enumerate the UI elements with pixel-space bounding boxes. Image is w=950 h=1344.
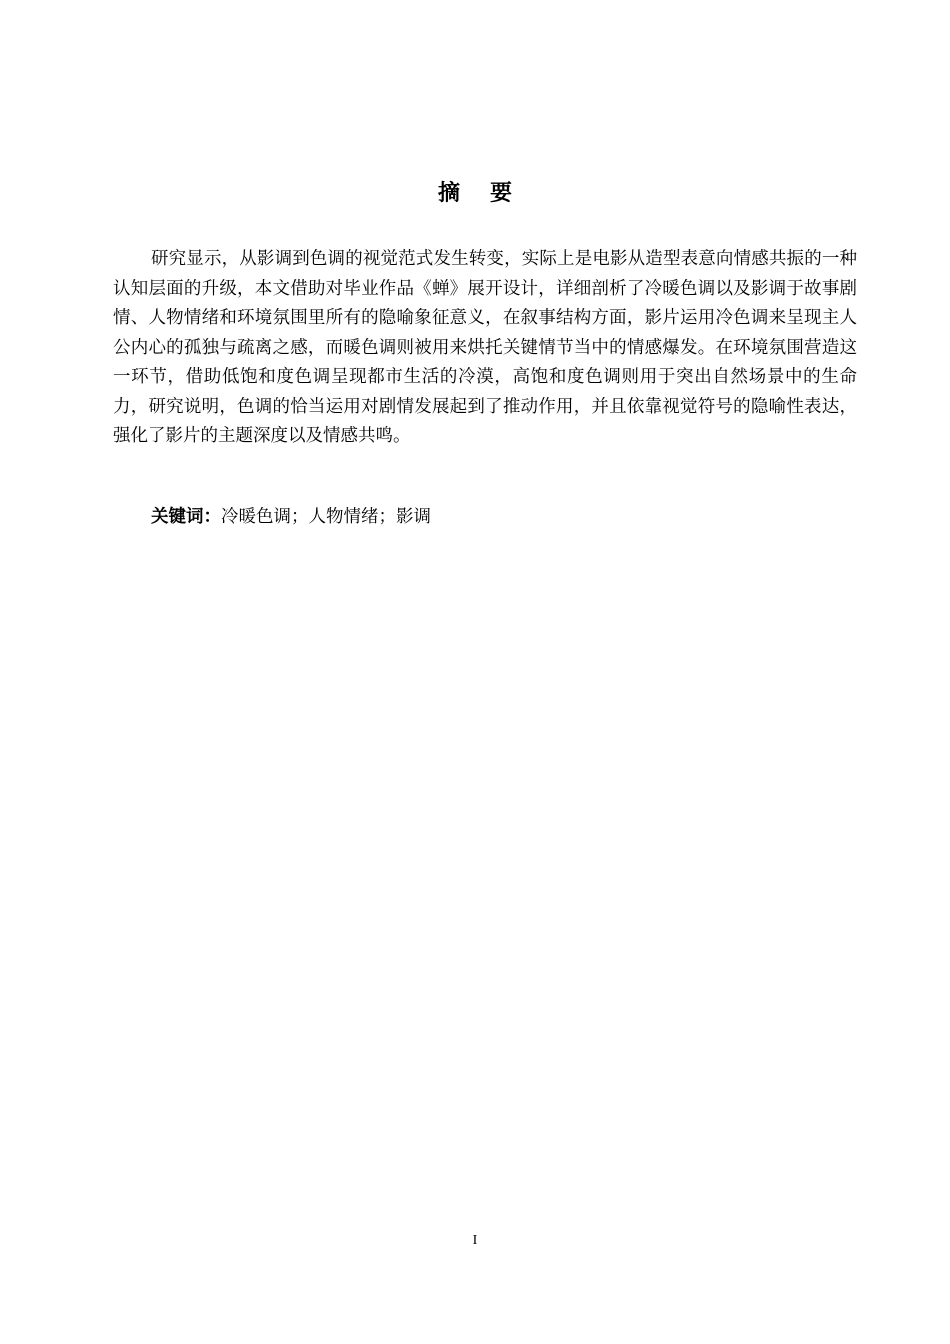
page-title: 摘要 (437, 181, 542, 206)
keywords-line (151, 503, 851, 533)
keywords-label: 关键词： (151, 507, 221, 527)
abstract-paragraph: 研究显示，从影调到色调的视觉范式发生转变，实际上是电影从造型表意向情感共振的一种认知层面的升级，本文借助对毕业作品《蝉》展开设计，详细剖析了冷暖色调以及影调于故事剧情、人物情绪和环境氛围里所有的隐喻象征意义，在叙事结构方面，影片运用冷色调来呈现主人公内心的孤独与疏离之感，而暖色调则被用来烘托关键情节当中的情感爆发。在环境氛围营造这一环节，借助低饱和度色调呈现都市生活的冷漠，高饱和度色调则用于突出自然场景中的生命力，研究说明，色调的恰当运用对剧情发展起到了推动作用，并且依靠视觉符号的隐喻性表达，强化了影片的主题深度以及情感共鸣。 (113, 249, 857, 446)
keywords-value: 冷暖色调；人物情绪；影调 (221, 507, 431, 527)
page-number: I (472, 1233, 478, 1248)
